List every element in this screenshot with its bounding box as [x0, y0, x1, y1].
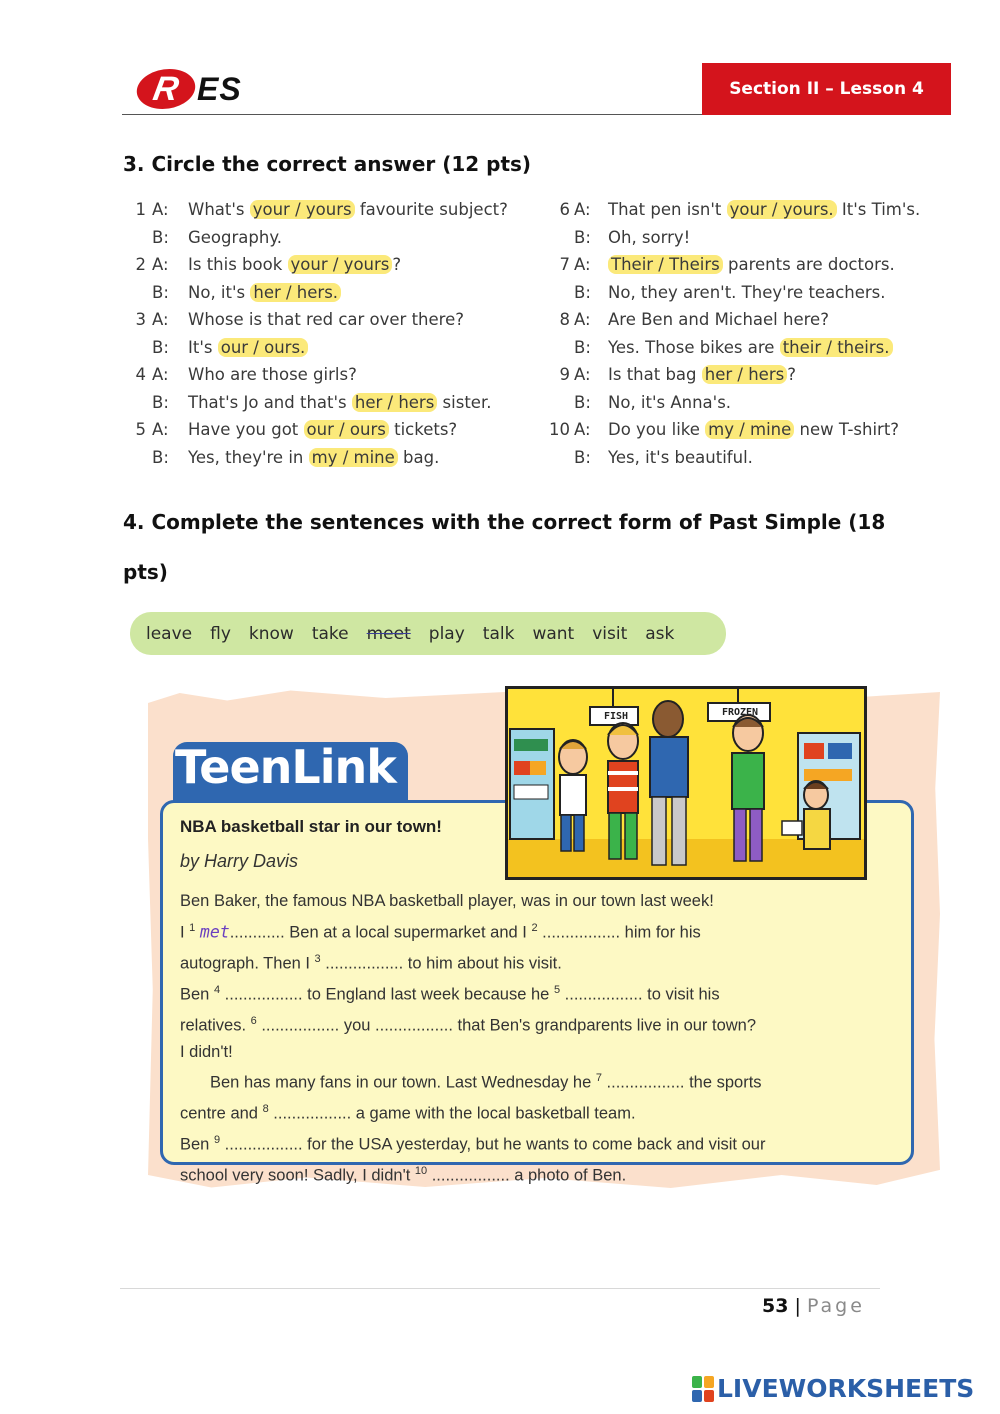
dialogue-text	[188, 228, 282, 247]
speaker: B:	[152, 227, 169, 247]
story-line	[180, 888, 900, 915]
text-after: ?	[392, 255, 402, 274]
dialogue-text	[188, 200, 508, 219]
dialogue-row	[542, 200, 942, 228]
story-text: autograph. Then I	[180, 954, 315, 972]
logo-es-text: ES	[197, 70, 242, 107]
dialogue-row	[542, 448, 942, 476]
gap-number: 3	[314, 952, 321, 965]
story-text: school very soon! Sadly, I didn't	[180, 1166, 415, 1185]
item-number: 3	[135, 310, 146, 329]
text-before: Is this book	[188, 255, 288, 274]
dialogue-text	[188, 448, 439, 467]
text-before: Is that bag	[608, 365, 702, 384]
dialogue-text	[188, 420, 457, 439]
answer-choice[interactable]: Their / Theirs	[608, 255, 723, 274]
page-number-value: 53	[762, 1295, 789, 1317]
item-number: 5	[135, 420, 146, 439]
word-bank-item: leave	[146, 623, 193, 644]
answer-choice[interactable]: our / ours.	[218, 338, 309, 357]
word-bank-item: talk	[482, 623, 515, 644]
speaker: A:	[574, 365, 591, 384]
story-line	[180, 1096, 900, 1127]
story-line	[180, 1065, 900, 1096]
dialogue-text	[608, 338, 893, 357]
dialogue-row	[542, 310, 942, 338]
story-line	[180, 915, 900, 946]
answer-gap[interactable]: ................. to visit his	[560, 985, 720, 1003]
footer-divider	[120, 1288, 880, 1289]
dialogue-row	[128, 338, 528, 366]
answer-choice[interactable]: her / hers	[702, 365, 787, 384]
exercise-3-dialogues	[128, 200, 948, 485]
comic-illustration	[505, 686, 867, 880]
gap-number: 1	[189, 921, 196, 934]
item-number: 8	[559, 310, 570, 329]
dialogue-row	[542, 228, 942, 256]
item-number: 7	[559, 255, 570, 274]
speaker: B:	[152, 337, 169, 357]
dialogue-column-left	[128, 200, 528, 475]
answer-gap[interactable]: ................. the sports	[601, 1073, 762, 1092]
item-number: 1	[135, 200, 146, 219]
speaker: B:	[574, 282, 591, 302]
teenlink-brand: TeenLink	[175, 740, 396, 794]
dialogue-row	[128, 255, 528, 283]
item-number: 2	[135, 255, 146, 274]
text-after: ?	[787, 365, 796, 384]
dialogue-text	[188, 393, 491, 412]
story-text: centre and	[180, 1104, 263, 1123]
dialogue-row	[542, 255, 942, 283]
answer-choice[interactable]: your / yours	[288, 255, 393, 274]
dialogue-text	[608, 448, 753, 467]
item-number: 9	[559, 365, 570, 384]
story-text: relatives.	[180, 1016, 251, 1034]
text-before: Yes. Those bikes are	[608, 337, 780, 357]
dialogue-row	[128, 365, 528, 393]
story-text: I	[180, 923, 190, 941]
speaker: B:	[574, 392, 591, 412]
word-bank-item: play	[428, 623, 465, 644]
gap-number: 8	[262, 1103, 269, 1115]
answer-choice[interactable]: your / yours.	[727, 200, 837, 219]
text-before: Yes, they're in	[188, 447, 309, 467]
story-line	[180, 946, 900, 977]
dialogue-row	[128, 448, 528, 476]
word-bank-item: take	[311, 623, 349, 644]
dialogue-row	[128, 228, 528, 256]
word-bank-item: know	[248, 623, 294, 644]
text-before: What's	[188, 200, 250, 219]
exercise-3-heading: 3. Circle the correct answer (12 pts)	[123, 152, 532, 176]
story-line	[180, 1158, 900, 1189]
text-after: bag.	[397, 447, 440, 467]
text-before: Do you like	[608, 420, 706, 439]
dialogue-row	[542, 338, 942, 366]
dialogue-row	[128, 283, 528, 311]
gap-number: 9	[213, 1134, 221, 1146]
answer-choice[interactable]: her / hers	[352, 393, 437, 412]
word-bank-item: ask	[645, 623, 675, 644]
item-number: 6	[559, 200, 570, 219]
dialogue-text	[188, 365, 357, 384]
dialogue-text	[188, 310, 464, 329]
article-byline: by Harry Davis	[180, 851, 299, 871]
speaker: A:	[152, 255, 169, 274]
text-after: tickets?	[388, 420, 458, 439]
story-text: ............ Ben at a local supermarket and I	[229, 923, 532, 941]
dialogue-text	[608, 393, 731, 412]
page-word: Page	[806, 1295, 865, 1317]
gap-number: 5	[553, 983, 561, 996]
story-line	[180, 1127, 900, 1158]
text-before: Are Ben and Michael here?	[608, 310, 829, 329]
speaker: B:	[152, 447, 169, 467]
dialogue-row	[128, 393, 528, 421]
dialogue-text	[608, 310, 829, 329]
answer-gap[interactable]: ................. to England last week because he	[220, 985, 554, 1003]
dialogue-column-right	[542, 200, 942, 475]
answer-choice[interactable]: your / yours	[250, 200, 355, 219]
story-text: Ben has many fans in our town. Last Wednesday he	[210, 1073, 596, 1092]
exercise-4-heading-cont: pts)	[123, 560, 168, 584]
answer-gap[interactable]: ................. for the USA yesterday, but he wants to come back and visit our	[220, 1135, 766, 1154]
story-line	[180, 1008, 900, 1039]
text-after: It's Tim's.	[836, 200, 921, 219]
speaker: A:	[574, 200, 591, 219]
dialogue-text	[608, 200, 920, 219]
speaker: A:	[574, 255, 591, 274]
dialogue-text	[188, 338, 308, 357]
header-divider	[122, 114, 702, 115]
liveworksheets-logo[interactable]	[692, 1374, 974, 1403]
word-bank-item: meet	[366, 623, 411, 644]
supermarket-scene-image	[508, 689, 864, 877]
story-text: Ben	[180, 985, 214, 1003]
dialogue-row	[542, 420, 942, 448]
dialogue-text	[188, 255, 401, 274]
answer-1-filled[interactable]: met	[199, 922, 230, 941]
speaker: B:	[152, 282, 169, 302]
sign-frozen: FROZEN	[721, 707, 759, 718]
dialogue-text	[188, 283, 341, 302]
text-after: new T-shirt?	[794, 420, 900, 439]
sign-fish: FISH	[603, 711, 629, 722]
answer-gap[interactable]: ................. a photo of Ben.	[427, 1166, 627, 1185]
article-body	[180, 888, 900, 1189]
text-before: No, they aren't. They're teachers.	[608, 282, 886, 302]
answer-gap[interactable]: ................. to him about his visit.	[320, 954, 562, 972]
answer-gap[interactable]: ................. a game with the local basketball team.	[268, 1104, 636, 1123]
res-logo	[137, 68, 242, 110]
text-after: parents are doctors.	[722, 255, 895, 274]
text-before: It's	[188, 337, 218, 357]
word-bank	[130, 612, 726, 655]
page-number	[762, 1295, 865, 1317]
dialogue-text	[608, 228, 690, 247]
story-text: Ben Baker, the famous NBA basketball player, was in our town last week!	[180, 892, 714, 910]
section-label: Section II – Lesson 4	[702, 63, 951, 115]
text-before: That pen isn't	[608, 200, 727, 219]
speaker: B:	[574, 447, 591, 467]
answer-choice[interactable]: our / ours	[304, 420, 389, 439]
dialogue-row	[542, 393, 942, 421]
gap-number: 4	[213, 983, 221, 996]
gap-number: 6	[250, 1014, 257, 1027]
text-after: sister.	[437, 392, 492, 412]
speaker: B:	[574, 337, 591, 357]
gap-number: 10	[414, 1165, 428, 1177]
dialogue-row	[128, 420, 528, 448]
speaker: B:	[152, 392, 169, 412]
dialogue-text	[608, 255, 895, 274]
dialogue-text	[608, 365, 796, 384]
logo-r-mark: R	[133, 69, 198, 109]
page-separator: |	[788, 1295, 807, 1317]
text-before: No, it's Anna's.	[608, 392, 732, 412]
dialogue-row	[542, 365, 942, 393]
liveworksheets-icon	[692, 1376, 714, 1402]
text-before: Geography.	[188, 227, 282, 247]
speaker: A:	[152, 200, 169, 219]
liveworksheets-brand: LIVEWORKSHEETS	[717, 1374, 975, 1403]
text-before: No, it's	[188, 282, 251, 302]
word-bank-item: want	[532, 623, 575, 644]
word-bank-item: fly	[210, 623, 231, 644]
dialogue-row	[542, 283, 942, 311]
text-before: Whose is that red car over there?	[188, 310, 464, 329]
story-line	[180, 1039, 900, 1066]
text-before: Who are those girls?	[188, 365, 357, 384]
answer-choice[interactable]: their / theirs.	[780, 338, 893, 357]
speaker: A:	[574, 310, 591, 329]
answer-gap[interactable]: ................. him for his	[537, 923, 701, 941]
text-before: Yes, it's beautiful.	[608, 447, 753, 467]
text-before: Oh, sorry!	[608, 227, 691, 247]
article-title: NBA basketball star in our town!	[180, 817, 442, 836]
speaker: A:	[152, 310, 169, 329]
text-after: favourite subject?	[354, 200, 508, 219]
answer-choice[interactable]: my / mine	[705, 420, 794, 439]
story-text: I didn't!	[180, 1042, 233, 1061]
dialogue-text	[608, 420, 899, 439]
text-before: That's Jo and that's	[188, 392, 352, 412]
speaker: A:	[152, 365, 169, 384]
speaker: B:	[574, 227, 591, 247]
answer-choice[interactable]: my / mine	[309, 448, 398, 467]
gap-number: 7	[595, 1072, 602, 1084]
story-line	[180, 977, 900, 1008]
exercise-4-heading: 4. Complete the sentences with the correct form of Past Simple (18	[123, 510, 886, 534]
dialogue-row	[128, 310, 528, 338]
item-number: 4	[135, 365, 146, 384]
gap-number: 2	[531, 921, 538, 934]
answer-gap[interactable]: ................. you ................. that Ben's grandparents live in our town?	[256, 1016, 757, 1034]
word-bank-item: visit	[592, 623, 628, 644]
speaker: A:	[152, 420, 169, 439]
dialogue-text	[608, 283, 886, 302]
answer-choice[interactable]: her / hers.	[250, 283, 341, 302]
speaker: A:	[574, 420, 591, 439]
dialogue-row	[128, 200, 528, 228]
text-before: Have you got	[188, 420, 304, 439]
story-text: Ben	[180, 1135, 214, 1154]
item-number: 10	[549, 420, 570, 439]
